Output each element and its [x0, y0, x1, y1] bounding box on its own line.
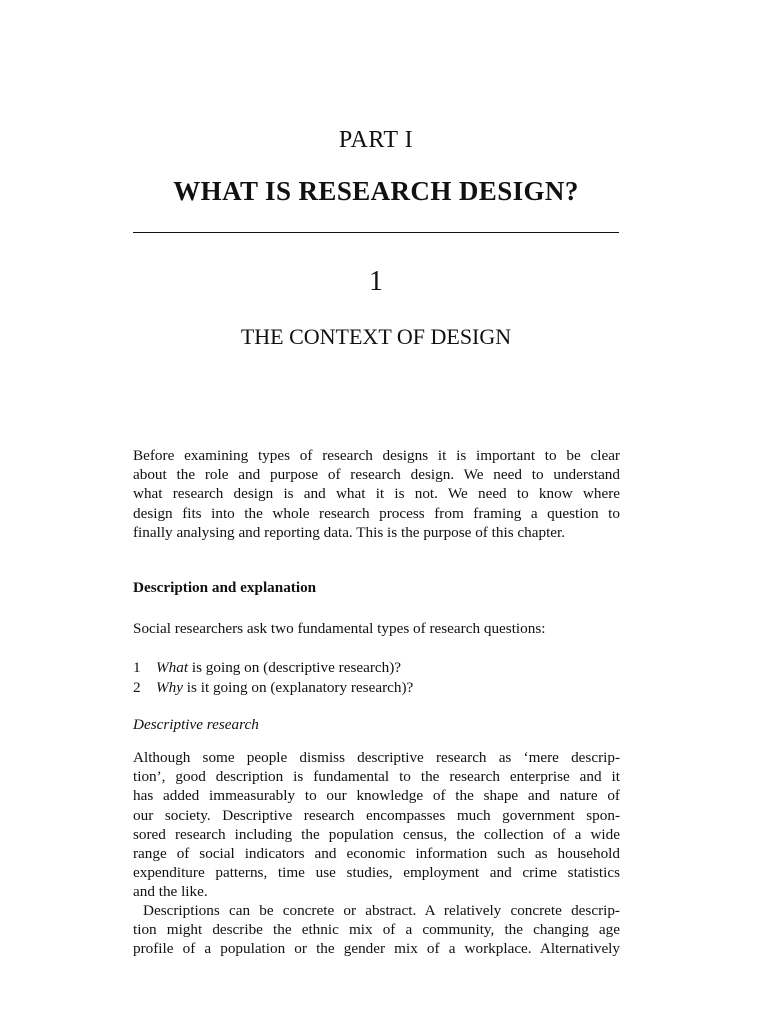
title-divider [133, 232, 619, 233]
list-number: 2 [133, 678, 141, 696]
text-line: tion’, good description is fundamental to the research enterprise and it [133, 768, 620, 786]
list-emphasis: What [156, 659, 189, 676]
list-number: 1 [133, 659, 141, 676]
list-item [133, 658, 413, 678]
text-line: range of social indicators and economic information such as household [133, 845, 620, 863]
text-line: expenditure patterns, time use studies, employment and crime statistics [133, 864, 620, 882]
text-line: what research design is and what it is not. We need to know where [133, 485, 620, 503]
text-line: finally analysing and reporting data. This is the purpose of this chapter. [133, 523, 566, 541]
subsection-heading: Descriptive research [133, 716, 259, 733]
text-line: Although some people dismiss descriptive research as ‘mere descrip- [133, 749, 620, 766]
text-line: tion might describe the ethnic mix of a community, the changing age [133, 921, 620, 939]
list-text: is going on (descriptive research)? [188, 659, 402, 676]
part-label: PART I [338, 127, 414, 153]
list-emphasis: Why [156, 678, 183, 696]
question-list [133, 658, 413, 697]
text-line: sored research including the population census, the collection of a wide [133, 825, 620, 843]
text-line: about the role and purpose of research design. We need to understand [133, 466, 620, 484]
part-title: WHAT IS RESEARCH DESIGN? [173, 176, 579, 206]
body-paragraph-2 [133, 901, 620, 959]
intro-paragraph [133, 446, 620, 542]
text-line: profile of a population or the gender mix of a workplace. Alternatively [133, 940, 620, 958]
text-line: and the like. [133, 883, 208, 901]
question-intro: Social researchers ask two fundamental types of research questions: [133, 620, 546, 637]
text-line: Descriptions can be concrete or abstract. A relatively concrete descrip- [143, 902, 620, 919]
section-heading: Description and explanation [133, 579, 317, 596]
chapter-title: THE CONTEXT OF DESIGN [240, 324, 512, 349]
text-line: our society. Descriptive research encompasses much government spon- [133, 806, 620, 824]
text-line: Before examining types of research designs it is important to be clear [133, 447, 620, 464]
text-line: design fits into the whole research process from framing a question to [133, 504, 620, 522]
body-paragraph-1 [133, 748, 620, 902]
list-item [133, 678, 413, 698]
chapter-number: 1 [369, 266, 383, 297]
list-text: is it going on (explanatory research)? [183, 678, 414, 696]
text-line: has added immeasurably to our knowledge of the shape and nature of [133, 787, 620, 805]
